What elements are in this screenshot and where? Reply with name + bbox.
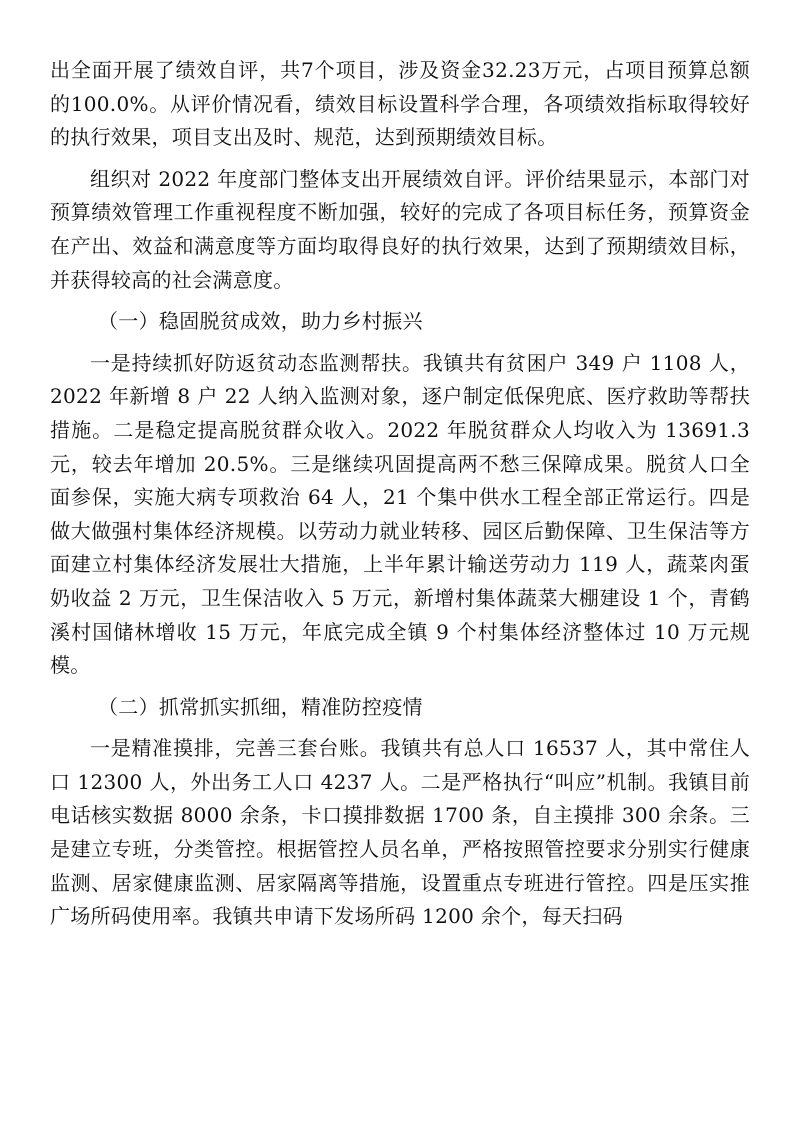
section-heading-epidemic: （二）抓常抓实抓细，精准防控疫情 [98,694,423,719]
document-page [50,54,750,942]
paragraph-overall-evaluation: 组织对 2022 年度部门整体支出开展绩效自评。评价结果显示，本部门对预算绩效管理工作重视程度不断加强，较好的完成了各项目标任务，预算资金在产出、效益和满意度等方面均取得良好的执行效果，达到了预期绩效目标，并获得较高的社会满意度。 [50,166,750,292]
paragraph-epidemic-measures: 一是精准摸排，完善三套台账。我镇共有总人口 16537 人，其中常住人口 12300 人，外出务工人口 4237 人。二是严格执行“叫应”机制。我镇目前电话核实数据 8000 余条，卡口摸排数据 1700 条，自主摸排 300 余条。三是建立专班，分类管控。根据管控人员名单，严格按照管控要求分别实行健康监测、居家健康监测、居家隔离等措施，设置重点专班进行管控。四是压实推广场所码使用率。我镇共申请下发场所码 1200 余个，每天扫码 [50,736,750,929]
section-heading-poverty: （一）稳固脱贫成效，助力乡村振兴 [98,309,423,334]
paragraph-poverty-measures: 一是持续抓好防返贫动态监测帮扶。我镇共有贫困户 349 户 1108 人，2022 年新增 8 户 22 人纳入监测对象，逐户制定低保兜底、医疗救助等帮扶措施。二是稳定提高脱贫群众收入。2022 年脱贫群众人均收入为 13691.3 元，较去年增加 20.5%。三是继续巩固提高两不愁三保障成果。脱贫人口全面参保，实施大病专项救治 64 人，21 个集中供水工程全部正常运行。四是做大做强村集体经济规模。以劳动力就业转移、园区后勤保障、卫生保洁等方面建立村集体经济发展壮大措施，上半年累计输送劳动力 119 人，蔬菜肉蛋奶收益 2 万元，卫生保洁收入 5 万元，新增村集体蔬菜大棚建设 1 个，青鹤溪村国储林增收 15 万元，年底完成全镇 9 个村集体经济整体过 10 万元规模。 [50,350,750,678]
paragraph-continuation: 出全面开展了绩效自评，共7个项目，涉及资金32.23万元，占项目预算总额的100.0%。从评价情况看，绩效目标设置科学合理，各项绩效指标取得较好的执行效果，项目支出及时、规范，达到预期绩效目标。 [50,58,750,150]
